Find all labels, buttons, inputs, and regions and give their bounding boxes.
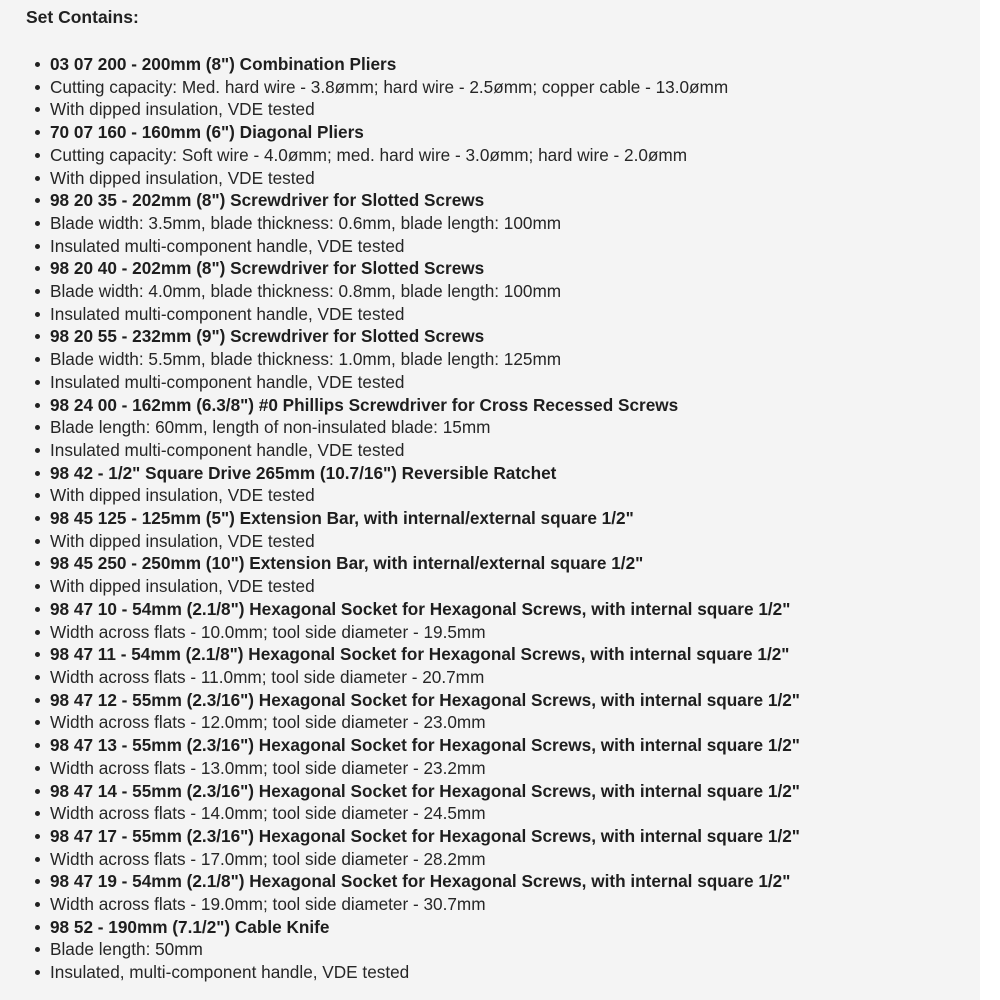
tool-title-item: 98 47 13 - 55mm (2.3/16") Hexagonal Socket for Hexagonal Screws, with internal square 1/2" xyxy=(26,734,980,757)
tool-detail-item: With dipped insulation, VDE tested xyxy=(26,484,980,507)
tool-detail-item: Blade width: 4.0mm, blade thickness: 0.8mm, blade length: 100mm xyxy=(26,280,980,303)
tool-detail-item: Insulated multi-component handle, VDE tested xyxy=(26,303,980,326)
tool-title-item: 98 20 40 - 202mm (8") Screwdriver for Slotted Screws xyxy=(26,257,980,280)
set-contents-list xyxy=(26,53,980,984)
tool-title-item: 98 47 19 - 54mm (2.1/8") Hexagonal Socket for Hexagonal Screws, with internal square 1/2" xyxy=(26,870,980,893)
tool-title-item: 98 42 - 1/2" Square Drive 265mm (10.7/16") Reversible Ratchet xyxy=(26,462,980,485)
tool-title-item: 03 07 200 - 200mm (8") Combination Pliers xyxy=(26,53,980,76)
tool-detail-item: Cutting capacity: Soft wire - 4.0ømm; med. hard wire - 3.0ømm; hard wire - 2.0ømm xyxy=(26,144,980,167)
tool-detail-item: Width across flats - 12.0mm; tool side diameter - 23.0mm xyxy=(26,711,980,734)
tool-title-item: 98 47 14 - 55mm (2.3/16") Hexagonal Socket for Hexagonal Screws, with internal square 1/2" xyxy=(26,780,980,803)
tool-detail-item: With dipped insulation, VDE tested xyxy=(26,575,980,598)
section-heading: Set Contains: xyxy=(26,7,139,27)
tool-title-item: 98 47 11 - 54mm (2.1/8") Hexagonal Socket for Hexagonal Screws, with internal square 1/2" xyxy=(26,643,980,666)
tool-detail-item: Width across flats - 10.0mm; tool side diameter - 19.5mm xyxy=(26,621,980,644)
tool-detail-item: Width across flats - 13.0mm; tool side diameter - 23.2mm xyxy=(26,757,980,780)
tool-detail-item: Insulated, multi-component handle, VDE tested xyxy=(26,961,980,984)
tool-detail-item: Insulated multi-component handle, VDE tested xyxy=(26,371,980,394)
tool-detail-item: Width across flats - 11.0mm; tool side diameter - 20.7mm xyxy=(26,666,980,689)
tool-title-item: 98 45 250 - 250mm (10") Extension Bar, with internal/external square 1/2" xyxy=(26,552,980,575)
tool-title-item: 98 52 - 190mm (7.1/2") Cable Knife xyxy=(26,916,980,939)
tool-detail-item: Width across flats - 14.0mm; tool side diameter - 24.5mm xyxy=(26,802,980,825)
tool-detail-item: Width across flats - 19.0mm; tool side diameter - 30.7mm xyxy=(26,893,980,916)
tool-detail-item: With dipped insulation, VDE tested xyxy=(26,167,980,190)
tool-detail-item: Cutting capacity: Med. hard wire - 3.8ømm; hard wire - 2.5ømm; copper cable - 13.0ømm xyxy=(26,76,980,99)
tool-title-item: 98 24 00 - 162mm (6.3/8") #0 Phillips Screwdriver for Cross Recessed Screws xyxy=(26,394,980,417)
tool-title-item: 98 47 12 - 55mm (2.3/16") Hexagonal Socket for Hexagonal Screws, with internal square 1/2" xyxy=(26,689,980,712)
tool-title-item: 98 20 35 - 202mm (8") Screwdriver for Slotted Screws xyxy=(26,189,980,212)
tool-detail-item: Blade length: 50mm xyxy=(26,938,980,961)
tool-title-item: 98 47 10 - 54mm (2.1/8") Hexagonal Socket for Hexagonal Screws, with internal square 1/2" xyxy=(26,598,980,621)
tool-detail-item: Blade width: 3.5mm, blade thickness: 0.6mm, blade length: 100mm xyxy=(26,212,980,235)
tool-detail-item: Insulated multi-component handle, VDE tested xyxy=(26,235,980,258)
page-right-margin xyxy=(980,0,1000,1000)
tool-title-item: 98 45 125 - 125mm (5") Extension Bar, with internal/external square 1/2" xyxy=(26,507,980,530)
tool-title-item: 98 20 55 - 232mm (9") Screwdriver for Slotted Screws xyxy=(26,325,980,348)
tool-detail-item: With dipped insulation, VDE tested xyxy=(26,530,980,553)
tool-detail-item: Insulated multi-component handle, VDE tested xyxy=(26,439,980,462)
tool-detail-item: With dipped insulation, VDE tested xyxy=(26,98,980,121)
tool-title-item: 70 07 160 - 160mm (6") Diagonal Pliers xyxy=(26,121,980,144)
tool-detail-item: Width across flats - 17.0mm; tool side diameter - 28.2mm xyxy=(26,848,980,871)
tool-detail-item: Blade width: 5.5mm, blade thickness: 1.0mm, blade length: 125mm xyxy=(26,348,980,371)
tool-title-item: 98 47 17 - 55mm (2.3/16") Hexagonal Socket for Hexagonal Screws, with internal square 1/2" xyxy=(26,825,980,848)
tool-detail-item: Blade length: 60mm, length of non-insulated blade: 15mm xyxy=(26,416,980,439)
